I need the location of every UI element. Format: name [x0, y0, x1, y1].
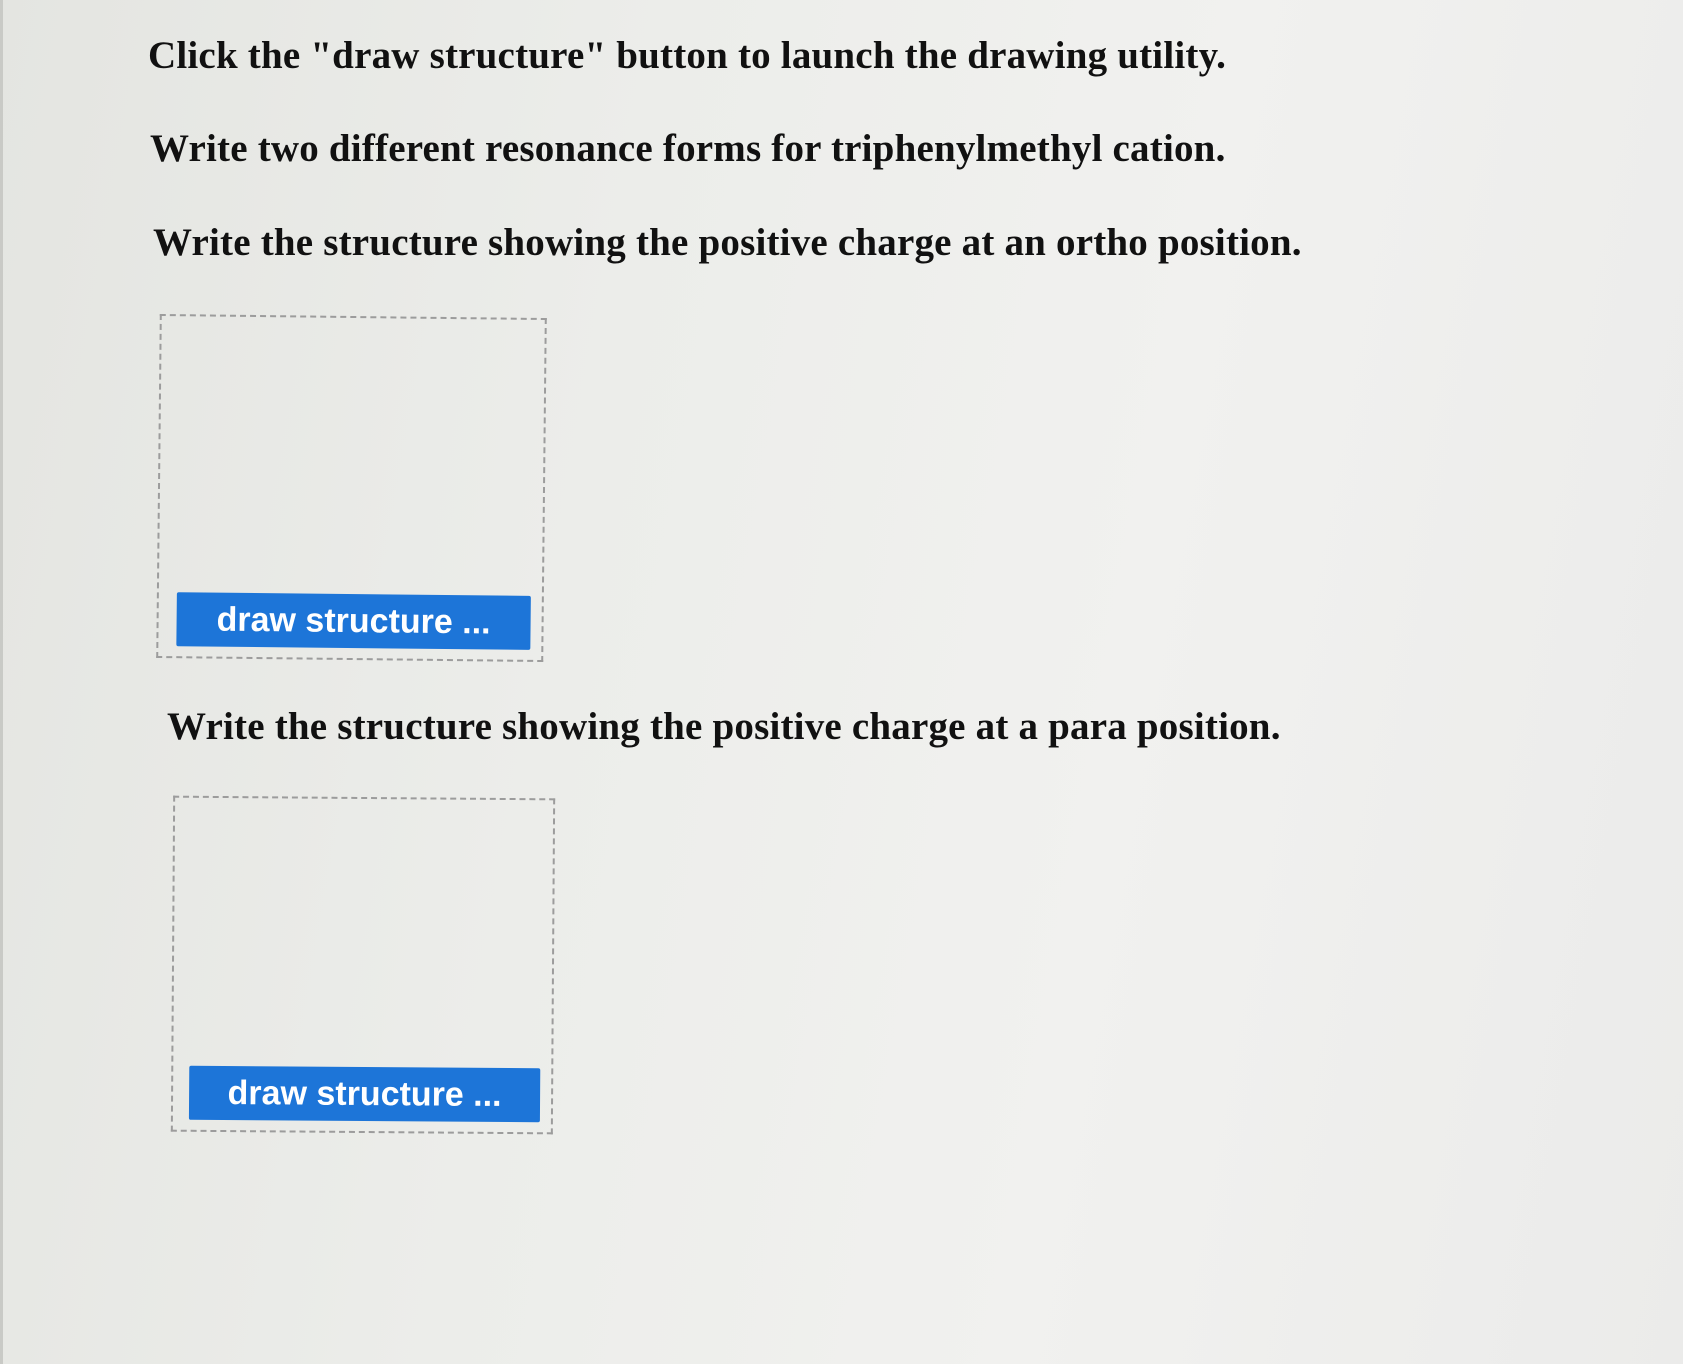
screen-edge: [0, 0, 3, 1364]
draw-structure-button-para[interactable]: draw structure ...: [189, 1066, 540, 1122]
para-drawing-area[interactable]: [171, 796, 555, 1135]
task-instruction: Write two different resonance forms for triphenylmethyl cation.: [150, 127, 1226, 170]
draw-structure-button-ortho[interactable]: draw structure ...: [176, 592, 531, 650]
ortho-question: Write the structure showing the positive charge at an ortho position.: [153, 221, 1302, 264]
para-question: Write the structure showing the positive charge at a para position.: [167, 705, 1281, 748]
launch-instruction: Click the "draw structure" button to launch the drawing utility.: [148, 34, 1227, 77]
ortho-drawing-area[interactable]: [156, 314, 547, 662]
